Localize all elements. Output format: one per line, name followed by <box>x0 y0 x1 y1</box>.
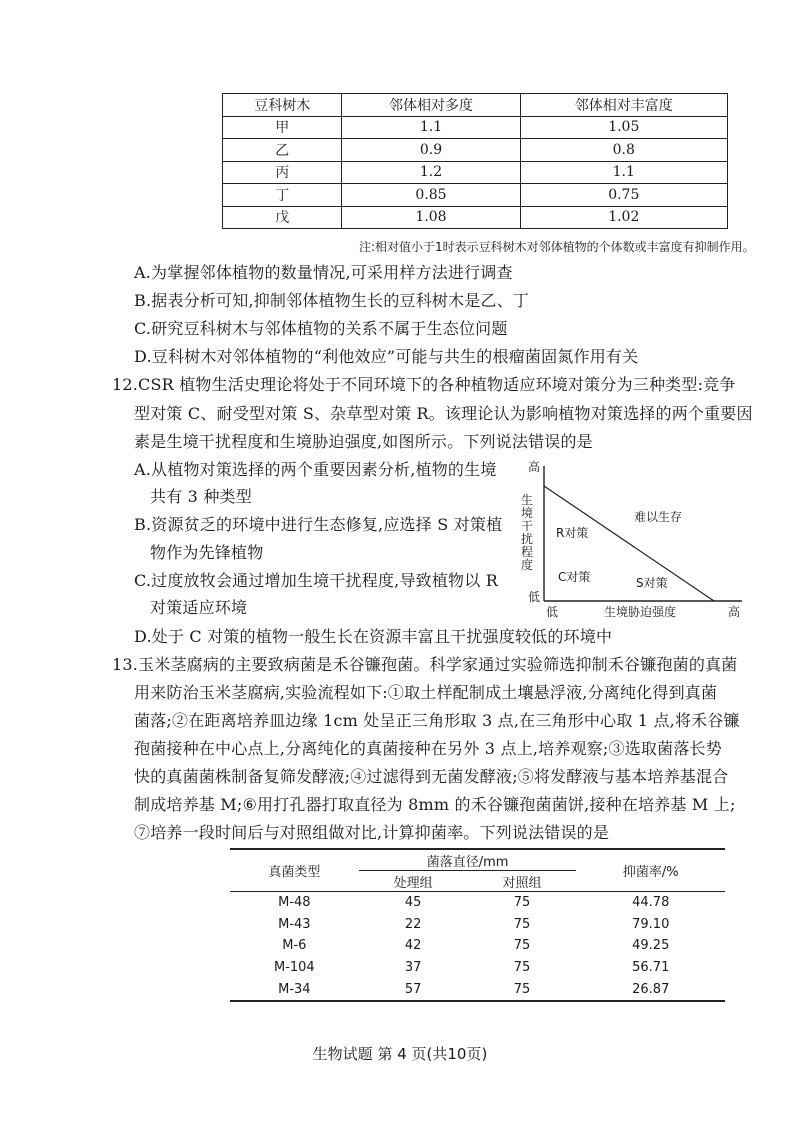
table-cell: 甲 <box>223 116 342 139</box>
q12-stem-line: 12.CSR 植物生活史理论将处于不同环境下的各种植物适应环境对策分为三种类型:竞争 <box>112 375 736 394</box>
q12-option-c: C.过度放牧会通过增加生境干扰程度,导致植物以 R <box>134 571 498 590</box>
table-cell: 1.02 <box>520 206 727 229</box>
q12-stem-line: 型对策 C、耐受型对策 S、杂草型对策 R。该理论认为影响植物对策选择的两个重要因 <box>134 404 753 423</box>
table-row <box>230 957 725 979</box>
table-cell: 0.8 <box>520 139 727 162</box>
table-cell: 79.10 <box>632 916 670 932</box>
table-cell: M-43 <box>278 916 311 932</box>
table-cell: 37 <box>404 960 422 976</box>
x-high-label: 高 <box>728 605 741 619</box>
page-footer: 生物试题 第 4 页(共10页) <box>312 1045 488 1063</box>
table-cell: 75 <box>513 938 531 954</box>
table-cell: 75 <box>513 960 531 976</box>
q13-stem-line: 13.玉米茎腐病的主要致病菌是禾谷镰孢菌。科学家通过实验筛选抑制禾谷镰孢菌的真菌 <box>112 655 738 674</box>
table-cell: 75 <box>468 978 577 1001</box>
csr-diagram-svg <box>518 458 750 618</box>
fungi-inhibition-table <box>230 848 725 1002</box>
table-header-cell: 邻体相对丰富度 <box>520 94 727 117</box>
table-cell: 1.2 <box>342 161 520 184</box>
q12-option-a: A.从植物对策选择的两个重要因素分析,植物的生境 <box>134 460 497 479</box>
table-cell: 戊 <box>223 206 342 229</box>
table-cell: 丁 <box>223 184 342 207</box>
y-low-label: 低 <box>528 590 541 604</box>
x-low-label: 低 <box>546 605 559 619</box>
table-note: 注:相对值小于1时表示豆科树木对邻体植物的个体数或丰富度有抑制作用。 <box>359 240 755 254</box>
q11-option-d: D.豆科树木对邻体植物的“利他效应”可能与共生的根瘤菌固氮作用有关 <box>134 347 639 366</box>
q13-stem-line: 菌落;②在距离培养皿边缘 1cm 处呈正三角形取 3 点,在三角形中心取 1 点,将禾谷镰 <box>134 711 740 730</box>
y-high-label: 高 <box>528 460 541 474</box>
table-cell: 49.25 <box>632 938 670 954</box>
table-cell: 57 <box>359 978 468 1001</box>
table-cell: 1.05 <box>520 116 727 139</box>
q13-stem-line: 快的真菌菌株制备复筛发酵液;④过滤得到无菌发酵液;⑤将发酵液与基本培养基混合 <box>134 767 729 786</box>
table-row <box>223 161 728 184</box>
colony-diameter-header: 菌落直径/mm <box>359 849 577 871</box>
table-cell: 乙 <box>223 139 342 162</box>
table-cell: 56.71 <box>632 960 670 976</box>
table-cell: M-34 <box>230 978 359 1001</box>
table-cell: M-6 <box>282 938 307 954</box>
table-row <box>230 978 725 1001</box>
region-s-label: S对策 <box>636 576 668 590</box>
fungi-inhibition-table-wrap <box>230 848 725 1002</box>
region-c-label: C对策 <box>558 570 591 584</box>
x-axis-label: 生境胁迫强度 <box>604 605 677 619</box>
control-group-header: 对照组 <box>468 871 577 892</box>
y-axis-label: 生境干扰程度 <box>520 493 533 572</box>
q13-stem-line: 制成培养基 M;⑥用打孔器打取直径为 8mm 的禾谷镰孢菌菌饼,接种在培养基 M 上; <box>134 795 736 814</box>
table-cell: 1.08 <box>342 206 520 229</box>
q12-option-b: B.资源贫乏的环境中进行生态修复,应选择 S 对策植 <box>134 515 503 534</box>
legume-neighbor-table <box>222 93 728 229</box>
q11-option-c: C.研究豆科树木与邻体植物的关系不属于生态位问题 <box>134 319 508 338</box>
q13-stem-line: ⑦培养一段时间后与对照组做对比,计算抑菌率。下列说法错误的是 <box>134 823 610 842</box>
table-header-row <box>223 94 728 117</box>
table-cell: 22 <box>404 916 422 932</box>
table-cell: 75 <box>513 916 531 932</box>
q12-option-d: D.处于 C 对策的植物一般生长在资源丰富且干扰强度较低的环境中 <box>134 627 613 646</box>
table-cell: 1.1 <box>520 161 727 184</box>
table-cell: 42 <box>404 938 422 954</box>
region-r-label: R对策 <box>556 526 589 540</box>
q12-option-b-cont: 物作为先锋植物 <box>150 543 264 562</box>
q12-option-c-cont: 对策适应环境 <box>150 598 248 617</box>
table-cell: 26.87 <box>576 978 725 1001</box>
table-cell: 0.75 <box>520 184 727 207</box>
table-row <box>230 892 725 914</box>
q11-option-b: B.据表分析可知,抑制邻体植物生长的豆科树木是乙、丁 <box>134 291 530 310</box>
table-cell: 0.9 <box>342 139 520 162</box>
inhibition-rate-header: 抑菌率/% <box>576 849 725 892</box>
table-row <box>230 935 725 957</box>
table-cell: 44.78 <box>632 895 670 911</box>
region-hard-label: 难以生存 <box>634 510 683 524</box>
table-header-cell: 邻体相对多度 <box>342 94 520 117</box>
table-cell: M-48 <box>278 895 311 911</box>
table-cell: 丙 <box>223 161 342 184</box>
q13-stem-line: 孢菌接种在中心点上,分离纯化的真菌接种在另外 3 点上,培养观察;③选取菌落长势 <box>134 739 722 758</box>
table-cell: 45 <box>404 895 422 911</box>
table-header-cell: 豆科树木 <box>223 94 342 117</box>
treatment-group-header: 处理组 <box>359 871 468 892</box>
q13-stem-line: 用来防治玉米茎腐病,实验流程如下:①取土样配制成土壤悬浮液,分离纯化得到真菌 <box>134 683 718 702</box>
q12-stem-line: 素是生境干扰程度和生境胁迫强度,如图所示。下列说法错误的是 <box>134 432 593 451</box>
table-row <box>223 184 728 207</box>
table-header-row <box>230 849 725 871</box>
table-row <box>223 206 728 229</box>
table-cell: M-104 <box>273 960 315 976</box>
q11-option-a: A.为掌握邻体植物的数量情况,可采用样方法进行调查 <box>134 263 513 282</box>
csr-strategy-diagram <box>518 458 750 618</box>
table-cell: 1.1 <box>342 116 520 139</box>
table-cell: 0.85 <box>342 184 520 207</box>
q12-option-a-cont: 共有 3 种类型 <box>150 487 252 506</box>
table-row <box>223 139 728 162</box>
table-row <box>230 914 725 936</box>
table-cell: 75 <box>513 895 531 911</box>
table-row <box>223 116 728 139</box>
fungi-type-header: 真菌类型 <box>230 849 359 892</box>
